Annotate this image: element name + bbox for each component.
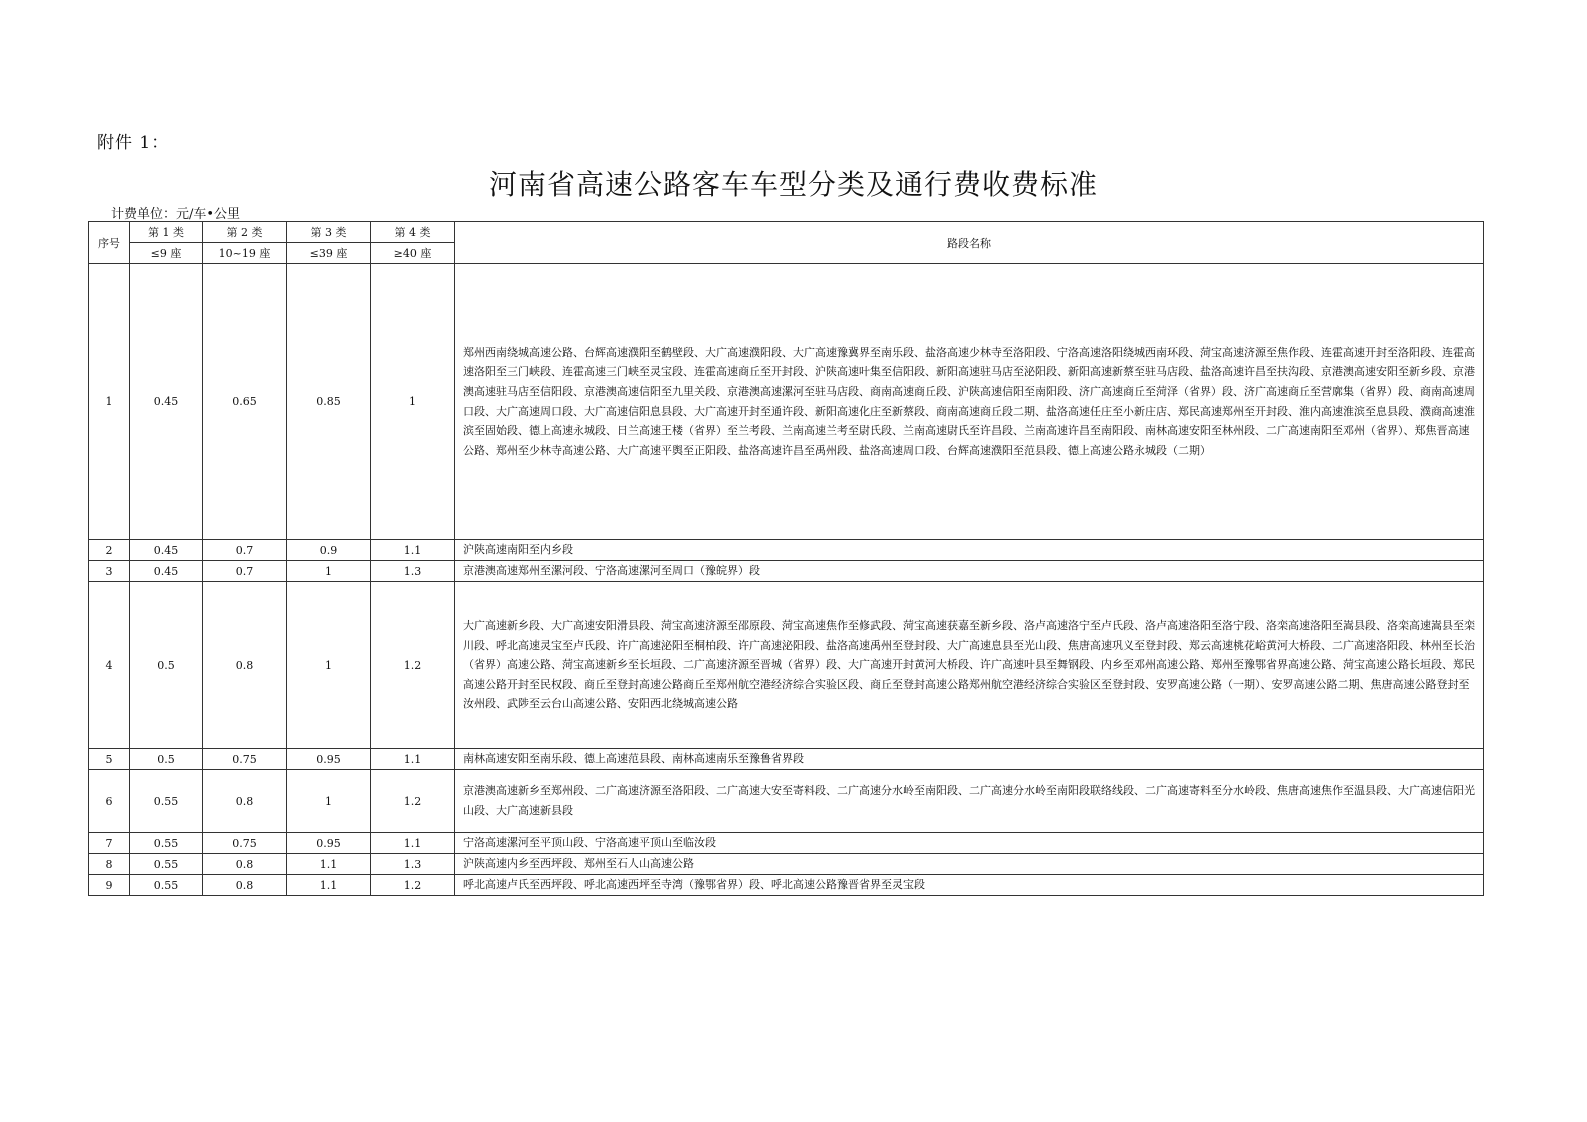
fee-class-3: 1 [287, 561, 371, 582]
segment-names: 沪陕高速南阳至内乡段 [455, 540, 1484, 561]
row-index: 9 [89, 875, 130, 896]
header-index: 序号 [89, 222, 130, 264]
fee-class-2: 0.8 [203, 875, 287, 896]
fee-class-1: 0.55 [130, 833, 203, 854]
fee-class-4: 1.2 [371, 770, 455, 833]
fee-class-4: 1.1 [371, 540, 455, 561]
segment-names: 大广高速新乡段、大广高速安阳滑县段、菏宝高速济源至邵原段、菏宝高速焦作至修武段、菏宝高速获嘉至新乡段、洛卢高速洛宁至卢氏段、洛卢高速洛阳至洛宁段、洛栾高速洛阳至嵩县段、洛栾高速嵩县至栾川段、呼北高速灵宝至卢氏段、许广高速泌阳至桐柏段、许广高速泌阳段、盐洛高速禹州至登封段、大广高速息县至光山段、焦唐高速巩义至登封段、郑云高速桃花峪黄河大桥段、二广高速洛阳段、林州至长治（省界）高速公路、菏宝高速新乡至长垣段、二广高速济源至晋城（省界）段、大广高速开封黄河大桥段、许广高速叶县至舞钢段、内乡至邓州高速公路、郑州至豫鄂省界高速公路、菏宝高速公路长垣段、郑民高速公路开封至民权段、商丘至登封高速公路商丘至郑州航空港经济综合实验区段、商丘至登封高速公路郑州航空港经济综合实验区至登封段、安罗高速公路（一期）、安罗高速公路二期、焦唐高速公路登封至汝州段、武陟至云台山高速公路、安阳西北绕城高速公路 [455, 582, 1484, 749]
header-row-classes [89, 222, 1484, 243]
fee-class-2: 0.65 [203, 264, 287, 540]
fee-class-2: 0.7 [203, 540, 287, 561]
segment-names: 沪陕高速内乡至西坪段、郑州至石人山高速公路 [455, 854, 1484, 875]
row-index: 7 [89, 833, 130, 854]
segment-names: 京港澳高速郑州至漯河段、宁洛高速漯河至周口（豫皖界）段 [455, 561, 1484, 582]
fee-class-4: 1.3 [371, 561, 455, 582]
header-seats-2: 10~19 座 [203, 243, 287, 264]
segment-names: 宁洛高速漯河至平顶山段、宁洛高速平顶山至临汝段 [455, 833, 1484, 854]
fee-class-4: 1.1 [371, 749, 455, 770]
fee-class-4: 1.2 [371, 582, 455, 749]
fee-class-3: 0.9 [287, 540, 371, 561]
fee-class-1: 0.55 [130, 770, 203, 833]
fee-class-3: 1.1 [287, 875, 371, 896]
row-index: 3 [89, 561, 130, 582]
fee-class-2: 0.8 [203, 770, 287, 833]
table-row [89, 854, 1484, 875]
fee-class-1: 0.5 [130, 582, 203, 749]
segment-names: 京港澳高速新乡至郑州段、二广高速济源至洛阳段、二广高速大安至寄料段、二广高速分水岭至南阳段、二广高速分水岭至南阳段联络线段、二广高速寄料至分水岭段、焦唐高速焦作至温县段、大广高速信阳光山段、大广高速新县段 [455, 770, 1484, 833]
fee-class-3: 1.1 [287, 854, 371, 875]
fee-class-4: 1.2 [371, 875, 455, 896]
fee-class-2: 0.75 [203, 833, 287, 854]
fee-class-1: 0.45 [130, 264, 203, 540]
billing-unit: 计费单位：元/车•公里 [111, 207, 241, 222]
fee-class-3: 1 [287, 770, 371, 833]
header-class-2: 第 2 类 [203, 222, 287, 243]
table-row [89, 264, 1484, 540]
segment-names: 呼北高速卢氏至西坪段、呼北高速西坪至寺湾（豫鄂省界）段、呼北高速公路豫晋省界至灵宝段 [455, 875, 1484, 896]
fee-class-2: 0.8 [203, 854, 287, 875]
table-row [89, 833, 1484, 854]
fee-class-3: 0.95 [287, 749, 371, 770]
header-seats-1: ≤9 座 [130, 243, 203, 264]
header-seats-3: ≤39 座 [287, 243, 371, 264]
fee-class-4: 1.1 [371, 833, 455, 854]
table-row [89, 770, 1484, 833]
fee-class-1: 0.45 [130, 540, 203, 561]
table-row [89, 582, 1484, 749]
table-row [89, 749, 1484, 770]
row-index: 1 [89, 264, 130, 540]
fee-class-4: 1.3 [371, 854, 455, 875]
fee-class-3: 0.95 [287, 833, 371, 854]
table-row [89, 875, 1484, 896]
row-index: 2 [89, 540, 130, 561]
header-segment-name: 路段名称 [455, 222, 1484, 264]
header-class-3: 第 3 类 [287, 222, 371, 243]
header-class-1: 第 1 类 [130, 222, 203, 243]
fee-class-1: 0.55 [130, 854, 203, 875]
fee-class-1: 0.55 [130, 875, 203, 896]
segment-names: 郑州西南绕城高速公路、台辉高速濮阳至鹤壁段、大广高速濮阳段、大广高速豫冀界至南乐段、盐洛高速少林寺至洛阳段、宁洛高速洛阳绕城西南环段、菏宝高速济源至焦作段、连霍高速开封至洛阳段、连霍高速洛阳至三门峡段、连霍高速三门峡至灵宝段、连霍高速商丘至开封段、沪陕高速叶集至信阳段、新阳高速驻马店至泌阳段、新阳高速新蔡至驻马店段、盐洛高速许昌至扶沟段、京港澳高速安阳至新乡段、京港澳高速驻马店至信阳段、京港澳高速信阳至九里关段、京港澳高速漯河至驻马店段、商南高速商丘段、沪陕高速信阳至南阳段、济广高速商丘至菏泽（省界）段、济广高速商丘至营廓集（省界）段、商南高速周口段、大广高速周口段、大广高速信阳息县段、大广高速开封至通许段、新阳高速化庄至新蔡段、商南高速商丘段二期、盐洛高速任庄至小新庄店、郑民高速郑州至开封段、淮内高速淮滨至息县段、濮商高速淮滨至固始段、德上高速永城段、日兰高速王楼（省界）至兰考段、兰南高速兰考至尉氏段、兰南高速尉氏至许昌段、兰南高速许昌至南阳段、南林高速安阳至林州段、二广高速南阳至邓州（省界）、郑焦晋高速公路、郑州至少林寺高速公路、大广高速平舆至正阳段、盐洛高速许昌至禹州段、盐洛高速周口段、台辉高速濮阳至范县段、德上高速公路永城段（二期） [455, 264, 1484, 540]
fee-class-2: 0.75 [203, 749, 287, 770]
table-row [89, 561, 1484, 582]
row-index: 6 [89, 770, 130, 833]
document-title: 河南省高速公路客车车型分类及通行费收费标准 [488, 168, 1098, 201]
header-class-4: 第 4 类 [371, 222, 455, 243]
toll-fee-table [88, 221, 1484, 896]
fee-class-2: 0.7 [203, 561, 287, 582]
fee-class-4: 1 [371, 264, 455, 540]
attachment-label: 附件 1： [97, 133, 170, 153]
fee-class-1: 0.5 [130, 749, 203, 770]
table-row [89, 540, 1484, 561]
row-index: 4 [89, 582, 130, 749]
segment-names: 南林高速安阳至南乐段、德上高速范县段、南林高速南乐至豫鲁省界段 [455, 749, 1484, 770]
fee-class-1: 0.45 [130, 561, 203, 582]
fee-class-2: 0.8 [203, 582, 287, 749]
fee-class-3: 1 [287, 582, 371, 749]
row-index: 8 [89, 854, 130, 875]
header-seats-4: ≥40 座 [371, 243, 455, 264]
row-index: 5 [89, 749, 130, 770]
fee-class-3: 0.85 [287, 264, 371, 540]
